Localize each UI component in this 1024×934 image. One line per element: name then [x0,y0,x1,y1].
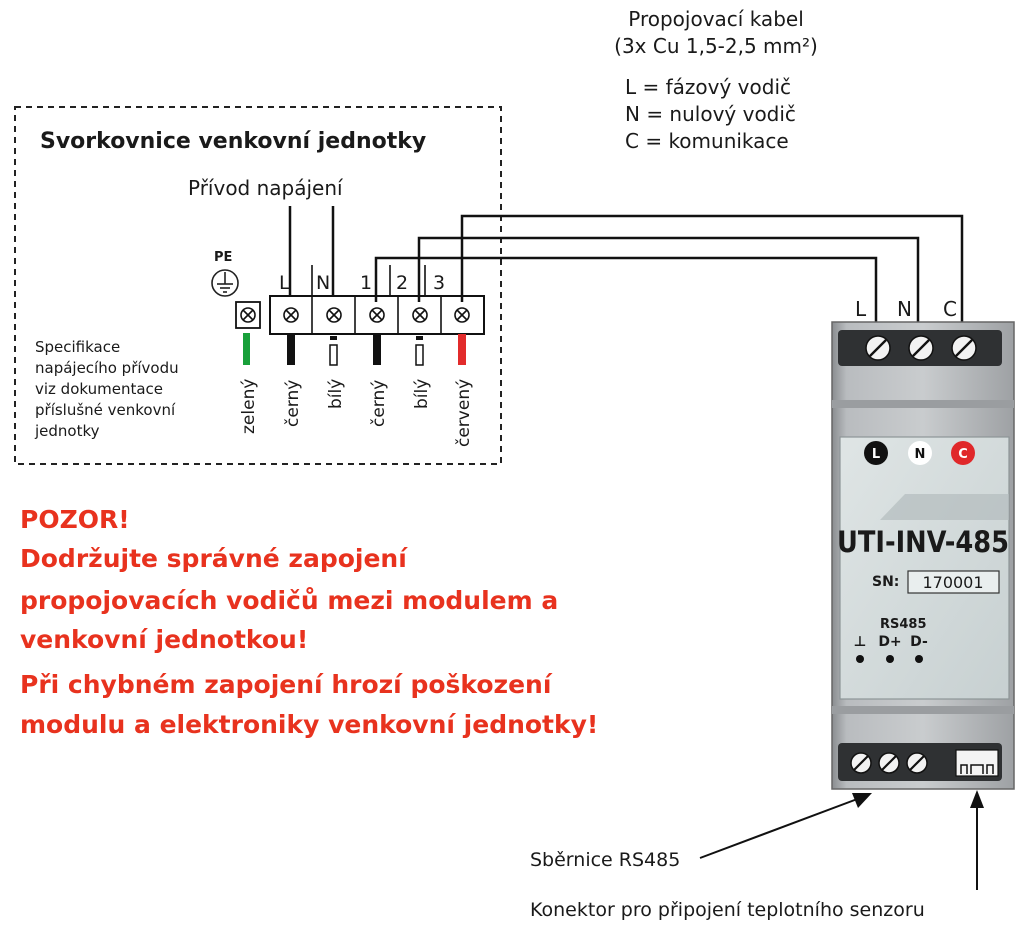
screw-icon [413,308,427,322]
supply-label: Přívod napájení [188,176,343,200]
bus-label: RS485 [880,617,927,632]
sensor-connector-icon [956,750,998,776]
wire-red [458,334,466,365]
spec-note-line: jednotky [35,422,100,440]
wire-color-label: červený [454,378,474,447]
wire-white [330,345,337,365]
legend-l: L = fázový vodič [625,75,791,99]
module-top-label-n: N [897,297,912,321]
terminal-label-1: 1 [360,272,373,294]
screw-icon [284,308,298,322]
bus-arrow-head [852,793,872,808]
sensor-arrow-head [970,790,984,808]
wire-black [287,334,295,365]
indicator-c-label: C [958,447,968,462]
warning-line: Při chybném zapojení hrozí poškození [20,670,552,699]
pin-label-dminus: D- [910,634,928,650]
ground-icon [212,270,238,296]
interconnect-wire-c [462,216,962,322]
pin-dot [886,655,894,663]
legend-c: C = komunikace [625,129,789,153]
terminal-label-n: N [316,272,331,294]
sensor-callout: Konektor pro připojení teplotního senzoru [530,899,925,921]
sn-value: 170001 [922,573,984,592]
screw-icon [866,336,890,360]
warning-line: POZOR! [20,505,130,534]
interconnect-wire-n [419,238,918,322]
spec-note-line: viz dokumentace [35,380,164,398]
wire-white-cap [330,336,337,340]
wire-white-cap [416,336,423,340]
screw-icon [327,308,341,322]
terminal-label-3: 3 [433,272,446,294]
wire-color-label: černý [283,379,303,427]
warning-line: venkovní jednotkou! [20,625,309,654]
indicator-l-label: L [871,447,881,462]
terminal-box-title: Svorkovnice venkovní jednotky [40,129,427,154]
legend-n: N = nulový vodič [625,102,796,126]
module-top-label-l: L [855,297,867,321]
screw-icon [241,308,255,322]
pin-dot [856,655,864,663]
cable-title: Propojovací kabel [628,7,804,31]
wire-color-label: černý [369,379,389,427]
warning-line: Dodržujte správné zapojení [20,544,407,573]
pin-label-dplus: D+ [878,634,902,650]
screw-icon [851,753,871,773]
spec-note-line: Specifikace [35,338,121,356]
wire-green [243,333,250,365]
bus-arrow-line [700,798,860,858]
warning-line: modulu a elektroniky venkovní jednotky! [20,710,599,739]
wire-color-label: zelený [239,378,259,434]
module-model: UTI-INV-485 [837,525,1009,559]
wire-color-label: bílý [326,378,346,409]
indicator-n-label: N [914,447,926,462]
pe-label: PE [214,250,233,265]
terminal-label-l: L [279,272,290,294]
warning-line: propojovacích vodičů mezi modulem a [20,586,559,615]
wire-white [416,345,423,365]
pin-dot [915,655,923,663]
cable-spec: (3x Cu 1,5-2,5 mm²) [614,34,818,58]
module-top-label-c: C [943,297,957,321]
sn-label: SN: [872,574,900,590]
screw-icon [907,753,927,773]
wire-black [373,334,381,365]
terminal-label-2: 2 [396,272,409,294]
spec-note-line: napájecího přívodu [35,359,179,377]
spec-note-line: příslušné venkovní [35,401,176,419]
screw-icon [455,308,469,322]
wire-color-label: bílý [412,378,432,409]
screw-icon [952,336,976,360]
screw-icon [909,336,933,360]
screw-icon [879,753,899,773]
bus-callout: Sběrnice RS485 [530,849,681,871]
pin-label-gnd: ⊥ [853,634,867,650]
screw-icon [370,308,384,322]
